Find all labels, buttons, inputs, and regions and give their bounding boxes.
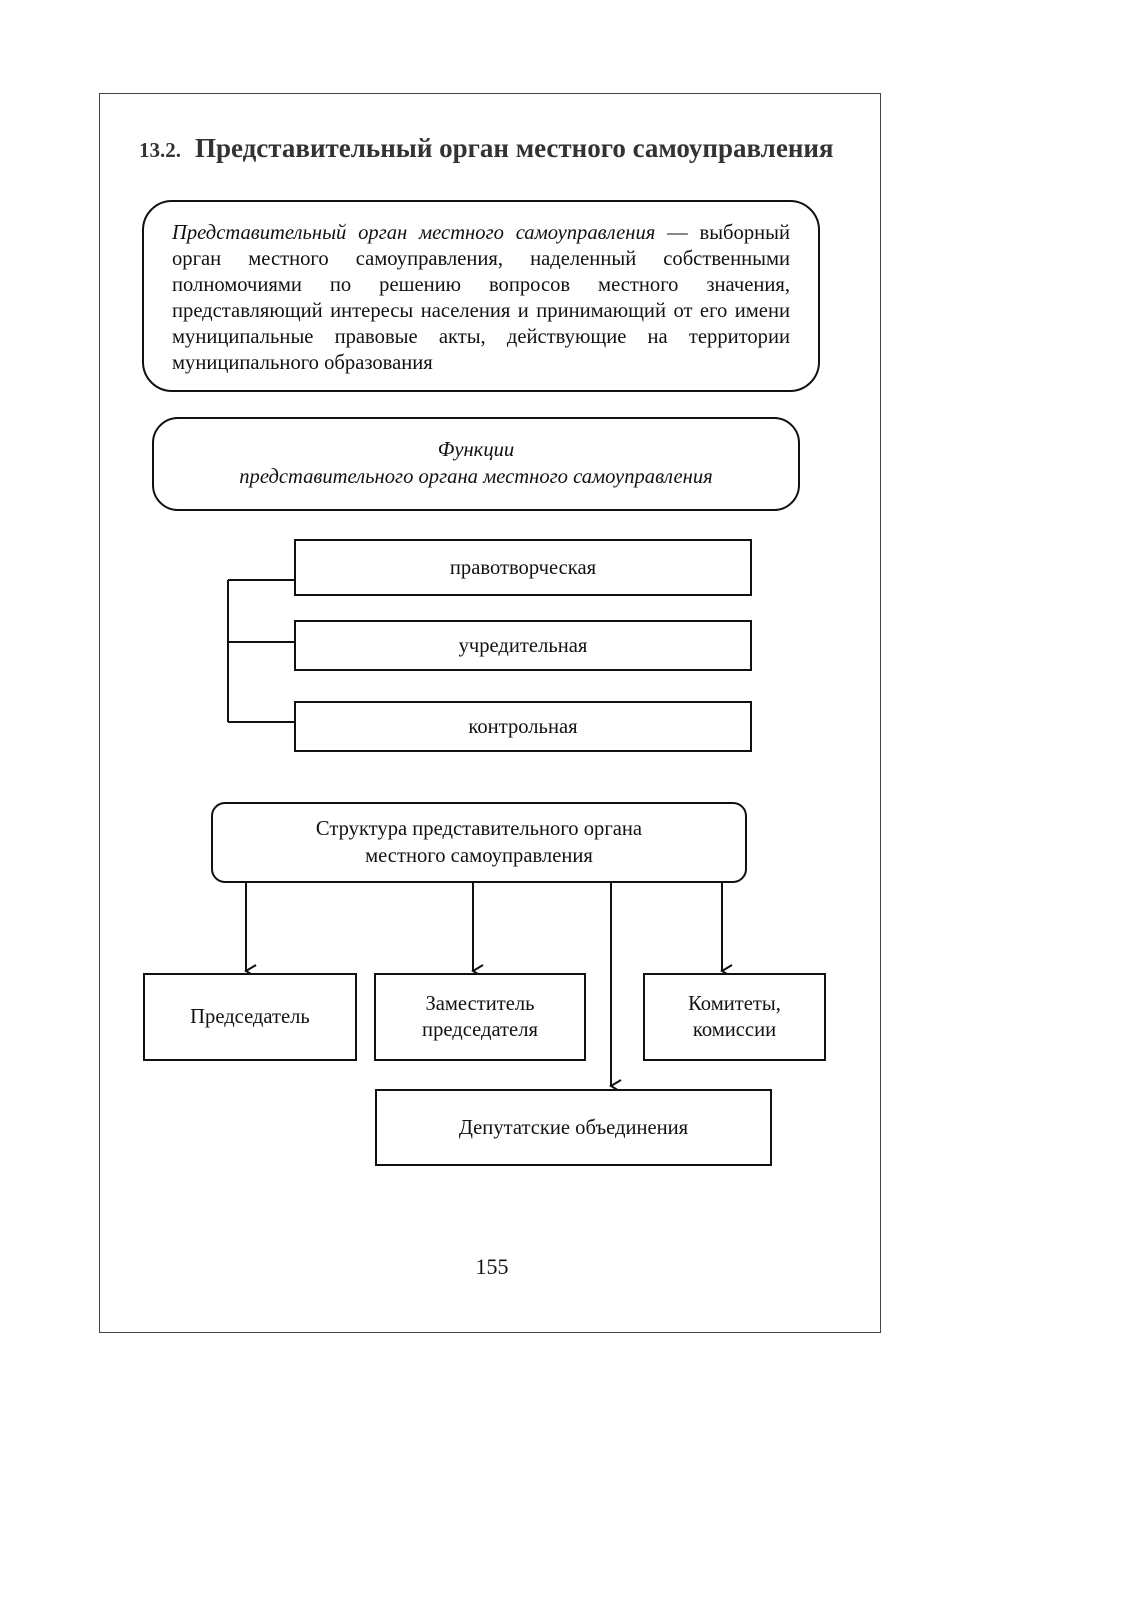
- structure-header: [211, 802, 747, 883]
- deputy-chairman-box: [374, 973, 586, 1061]
- structure-title-line2: местного самоуправления: [365, 844, 593, 867]
- function-lawmaking: [294, 539, 752, 596]
- deputy-groups-label: Депутатские объединения: [458, 1116, 689, 1139]
- chairman-box: [143, 973, 357, 1061]
- section-title: Представительный орган местного самоуправления: [195, 133, 834, 163]
- functions-title-line1: Функции: [437, 439, 515, 461]
- deputy-groups-box: [375, 1089, 772, 1166]
- function-constituent-label: учредительная: [458, 634, 588, 657]
- committees-box: [643, 973, 826, 1061]
- structure-title-line1: Структура представительного органа: [315, 817, 643, 840]
- committees-label: Комитеты, комиссии: [688, 993, 781, 1041]
- definition-term: Представительный орган местного самоуправления: [172, 222, 656, 244]
- page-number: 155: [475, 1254, 509, 1279]
- definition-body: — выборный орган местного самоуправления, наделенный собственными полномочиями по решению вопросов местного значения, представляющий интересы населения и принимающий от его имени муниципальные правовые акты, действующие на территории муниципального образования: [172, 222, 790, 374]
- function-control-label: контрольная: [468, 715, 578, 738]
- function-control: [294, 701, 752, 752]
- functions-title-line2: представительного органа местного самоуправления: [239, 466, 713, 488]
- function-constituent: [294, 620, 752, 671]
- chairman-label: Председатель: [190, 1006, 310, 1028]
- functions-bracket: [228, 580, 294, 722]
- function-lawmaking-label: правотворческая: [449, 556, 597, 579]
- deputy-chairman-label: Заместитель председателя: [422, 993, 538, 1041]
- section-number: 13.2.: [139, 138, 181, 162]
